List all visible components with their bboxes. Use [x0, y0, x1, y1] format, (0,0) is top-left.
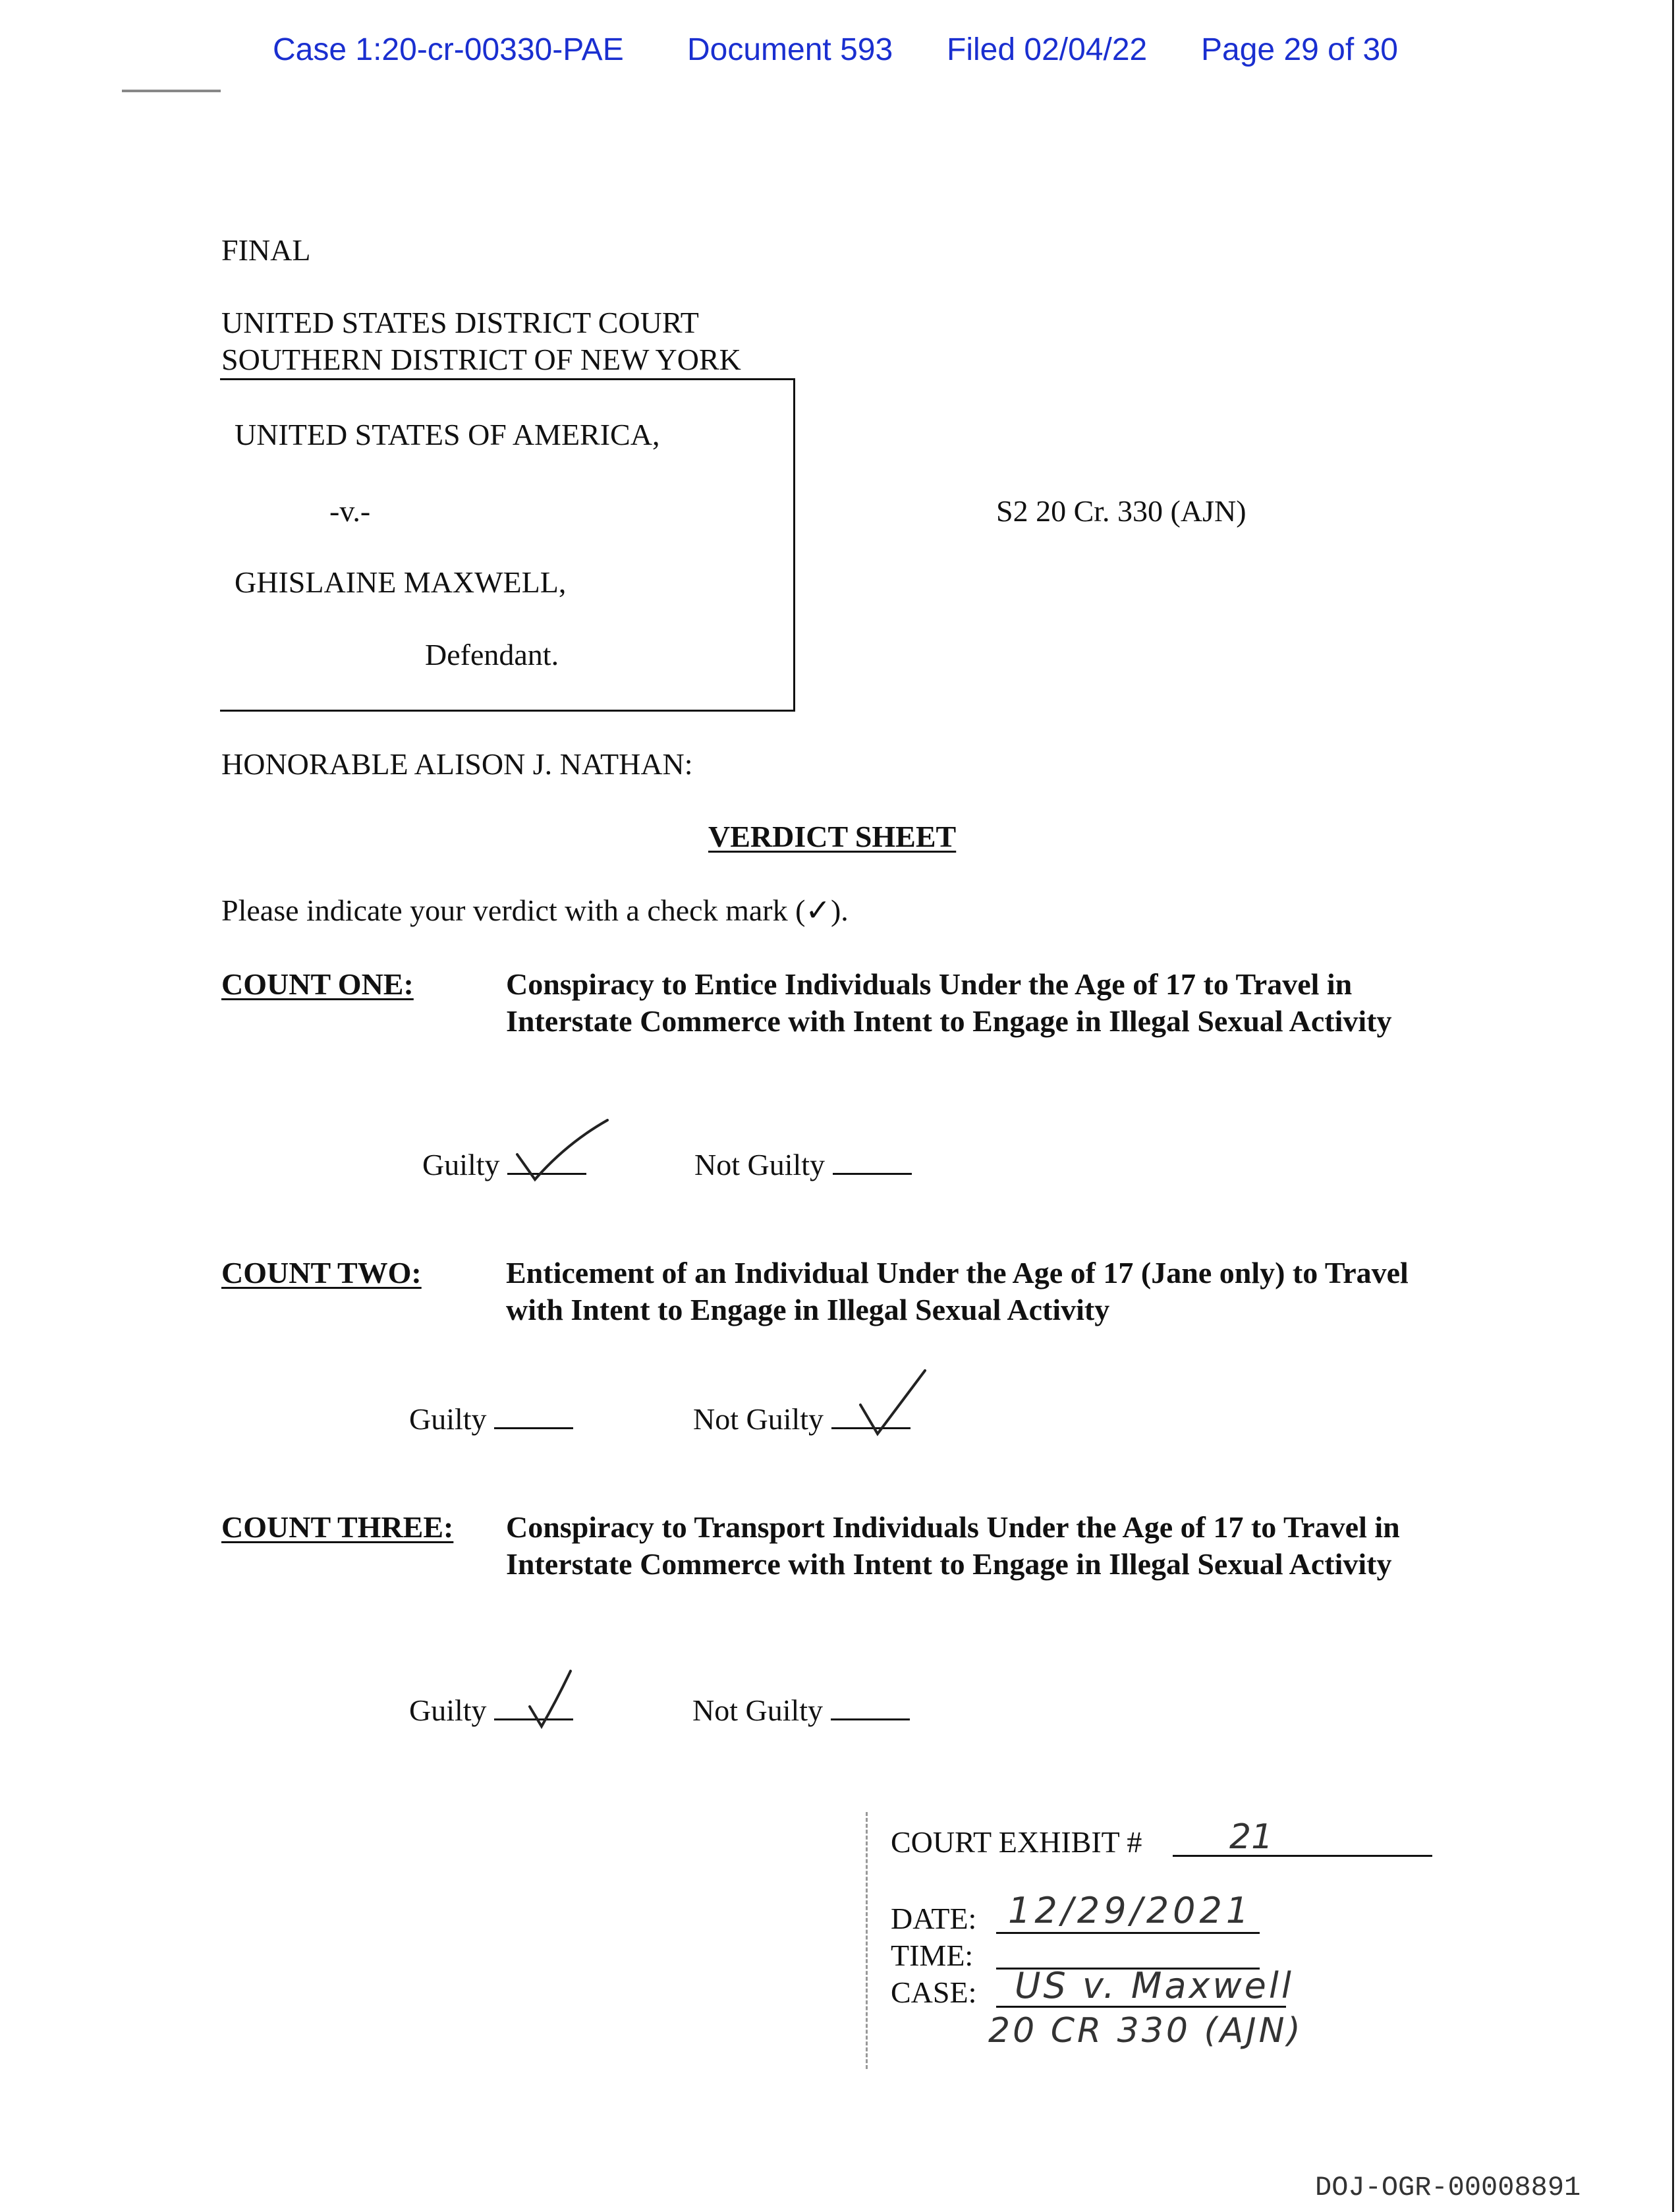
count-one-description-line2: Interstate Commerce with Intent to Engage in Illegal Sexual Activity — [506, 1004, 1392, 1038]
court-exhibit-number: 21 — [1229, 1817, 1274, 1857]
defendant-role: Defendant. — [425, 638, 559, 671]
page-edge — [1672, 0, 1674, 2212]
final-label: FINAL — [221, 233, 311, 267]
count-three-label: COUNT THREE: — [221, 1510, 454, 1544]
case-label: CASE: — [891, 1975, 977, 2009]
guilty-label: Guilty — [409, 1693, 487, 1727]
not-guilty-label: Not Guilty — [693, 1402, 824, 1436]
case-number: S2 20 Cr. 330 (AJN) — [996, 494, 1246, 528]
exhibit-stamp-border — [866, 1812, 870, 2069]
court-exhibit-label: COURT EXHIBIT # — [891, 1825, 1142, 1859]
header-page-number: Page 29 of 30 — [1201, 32, 1398, 67]
guilty-label: Guilty — [422, 1148, 500, 1181]
versus-label: -v.- — [329, 494, 371, 528]
date-value: 12/29/2021 — [1008, 1890, 1253, 1931]
count-two-description-line1: Enticement of an Individual Under the Age of 17 (Jane only) to Travel — [506, 1256, 1409, 1290]
count-three-description-line1: Conspiracy to Transport Individuals Under the Age of 17 to Travel in — [506, 1510, 1400, 1544]
guilty-label: Guilty — [409, 1402, 487, 1436]
judge-name: HONORABLE ALISON J. NATHAN: — [221, 747, 693, 781]
case-value-line1: US v. Maxwell — [1015, 1965, 1294, 2006]
date-line — [996, 1932, 1260, 1934]
header-document-number: Document 593 — [687, 32, 893, 67]
not-guilty-label: Not Guilty — [694, 1148, 826, 1181]
count-two-label: COUNT TWO: — [221, 1256, 422, 1290]
date-label: DATE: — [891, 1902, 977, 1935]
defendant-name: GHISLAINE MAXWELL, — [235, 565, 567, 599]
header-case-number: Case 1:20-cr-00330-PAE — [273, 32, 624, 67]
case-value-line2: 20 CR 330 (AJN) — [988, 2011, 1303, 2051]
court-exhibit-line — [1173, 1855, 1432, 1857]
time-label: TIME: — [891, 1939, 974, 1972]
header-filed-date: Filed 02/04/22 — [947, 32, 1148, 67]
count-one-label: COUNT ONE: — [221, 967, 414, 1001]
bates-number: DOJ-OGR-00008891 — [1315, 2172, 1581, 2203]
court-name-line1: UNITED STATES DISTRICT COURT — [221, 306, 699, 339]
plaintiff-name: UNITED STATES OF AMERICA, — [235, 418, 660, 451]
court-name-line2: SOUTHERN DISTRICT OF NEW YORK — [221, 343, 741, 376]
verdict-sheet-title: VERDICT SHEET — [708, 820, 957, 853]
count-three-description-line2: Interstate Commerce with Intent to Engage in Illegal Sexual Activity — [506, 1547, 1392, 1581]
not-guilty-label: Not Guilty — [692, 1693, 824, 1727]
instruction-text: Please indicate your verdict with a check mark (✓). — [221, 893, 849, 927]
count-one-description-line1: Conspiracy to Entice Individuals Under the Age of 17 to Travel in — [506, 967, 1353, 1001]
count-two-description-line2: with Intent to Engage in Illegal Sexual Activity — [506, 1293, 1110, 1326]
